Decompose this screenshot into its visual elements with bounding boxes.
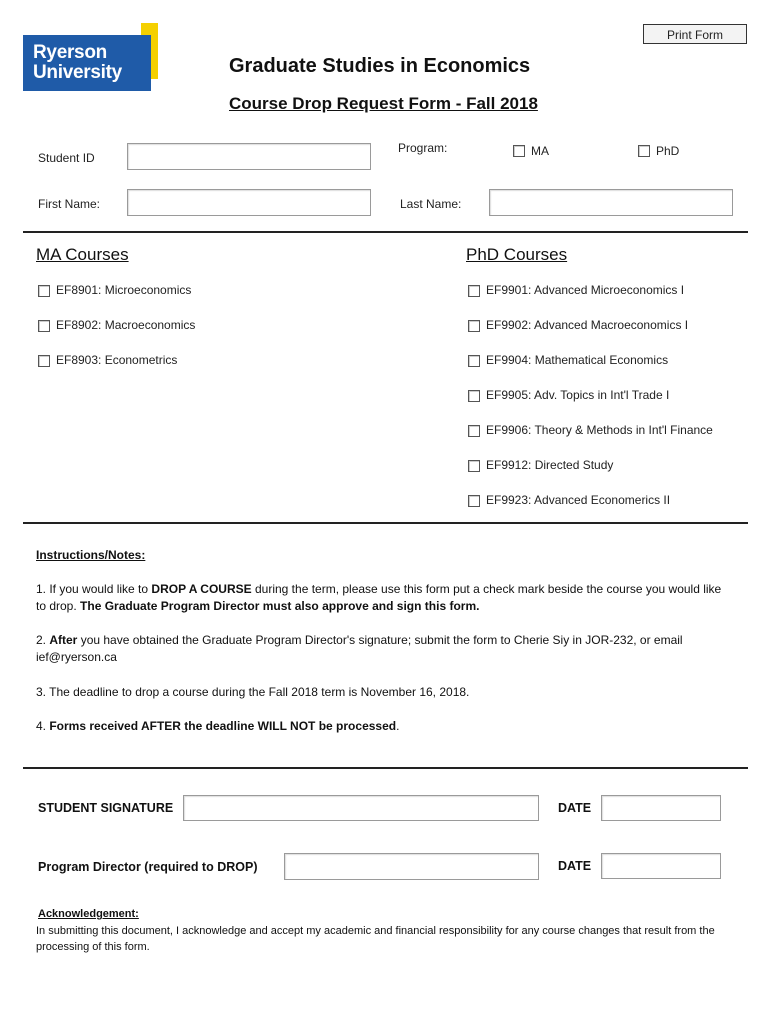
print-form-button[interactable]: Print Form: [643, 24, 747, 44]
first-name-input[interactable]: [127, 189, 371, 216]
ryerson-logo: [23, 35, 151, 91]
course-label-ef9904: EF9904: Mathematical Economics: [486, 353, 669, 367]
course-checkbox-ef9902[interactable]: [468, 320, 480, 332]
logo-line-2: University: [33, 62, 122, 83]
instruction-2-bold: After: [49, 633, 78, 647]
program-label: Program:: [398, 141, 448, 155]
last-name-label: Last Name:: [400, 197, 462, 211]
director-signature-label: Program Director (required to DROP): [38, 860, 258, 874]
acknowledgement-text: In submitting this document, I acknowledge and accept my academic and financial responsibility for any course changes that result from the processing of this form.: [36, 925, 715, 953]
course-checkbox-ef9912[interactable]: [468, 460, 480, 472]
program-phd-checkbox[interactable]: [638, 145, 650, 157]
acknowledgement-heading: Acknowledgement:: [38, 908, 139, 920]
student-date-label: DATE: [558, 801, 592, 815]
instruction-1-bold-a: DROP A COURSE: [151, 582, 252, 596]
course-checkbox-ef9923[interactable]: [468, 495, 480, 507]
director-date-input[interactable]: [601, 853, 721, 879]
course-label-ef8903: EF8903: Econometrics: [56, 353, 178, 367]
director-signature-input[interactable]: [284, 853, 539, 880]
instruction-item-3: 3. The deadline to drop a course during the Fall 2018 term is November 16, 2018.: [36, 685, 470, 699]
first-name-label: First Name:: [38, 197, 101, 211]
course-label-ef8902: EF8902: Macroeconomics: [56, 318, 196, 332]
instruction-4-bold: Forms received AFTER the deadline WILL NOT be processed: [49, 719, 397, 733]
program-ma-checkbox[interactable]: [513, 145, 525, 157]
program-phd-label: PhD: [656, 144, 680, 158]
course-label-ef9901: EF9901: Advanced Microeconomics I: [486, 283, 685, 297]
program-ma-label: MA: [531, 144, 549, 158]
instruction-2-text-b: you have obtained the Graduate Program Director's signature; submit the form to Cherie Siy in JOR-232, or email ief@ryerson.ca: [36, 633, 683, 664]
course-checkbox-ef8902[interactable]: [38, 320, 50, 332]
course-label-ef9905: EF9905: Adv. Topics in Int'l Trade I: [486, 388, 670, 402]
logo-line-1: Ryerson: [33, 42, 107, 63]
instruction-1-text-a: 1. If you would like to: [36, 582, 152, 596]
instruction-1-bold-b: The Graduate Program Director must also approve and sign this form.: [80, 599, 480, 613]
course-label-ef9906: EF9906: Theory & Methods in Int'l Finance: [486, 423, 713, 437]
divider-bottom: [23, 767, 748, 769]
course-checkbox-ef9905[interactable]: [468, 390, 480, 402]
course-label-ef9902: EF9902: Advanced Macroeconomics I: [486, 318, 689, 332]
instruction-item-1: [36, 581, 726, 615]
instruction-item-4: [36, 718, 736, 735]
student-date-input[interactable]: [601, 795, 721, 821]
course-checkbox-ef8901[interactable]: [38, 285, 50, 297]
course-label-ef8901: EF8901: Microeconomics: [56, 283, 192, 297]
instructions-heading: Instructions/Notes:: [36, 548, 146, 562]
page-title: Graduate Studies in Economics: [229, 55, 531, 77]
form-subtitle: Course Drop Request Form - Fall 2018: [229, 94, 538, 113]
student-signature-input[interactable]: [183, 795, 539, 821]
last-name-input[interactable]: [489, 189, 733, 216]
divider-middle: [23, 522, 748, 524]
instruction-2-text-a: 2.: [36, 633, 50, 647]
course-label-ef9923: EF9923: Advanced Economerics II: [486, 493, 671, 507]
course-checkbox-ef8903[interactable]: [38, 355, 50, 367]
student-signature-label: STUDENT SIGNATURE: [38, 801, 174, 815]
course-checkbox-ef9904[interactable]: [468, 355, 480, 367]
course-checkbox-ef9906[interactable]: [468, 425, 480, 437]
course-checkbox-ef9901[interactable]: [468, 285, 480, 297]
divider-top: [23, 231, 748, 233]
instruction-1-text-b: during the term, please use this form put a check mark beside the course you would like to drop.: [36, 582, 722, 613]
student-id-input[interactable]: [127, 143, 371, 170]
course-label-ef9912: EF9912: Directed Study: [486, 458, 614, 472]
student-id-label: Student ID: [38, 151, 95, 165]
instruction-4-text-a: 4.: [36, 719, 50, 733]
director-date-label: DATE: [558, 859, 592, 873]
ma-courses-title: MA Courses: [36, 245, 129, 264]
phd-courses-title: PhD Courses: [466, 245, 568, 264]
instruction-4-text-b: .: [396, 719, 400, 733]
instruction-item-2: [36, 632, 736, 666]
